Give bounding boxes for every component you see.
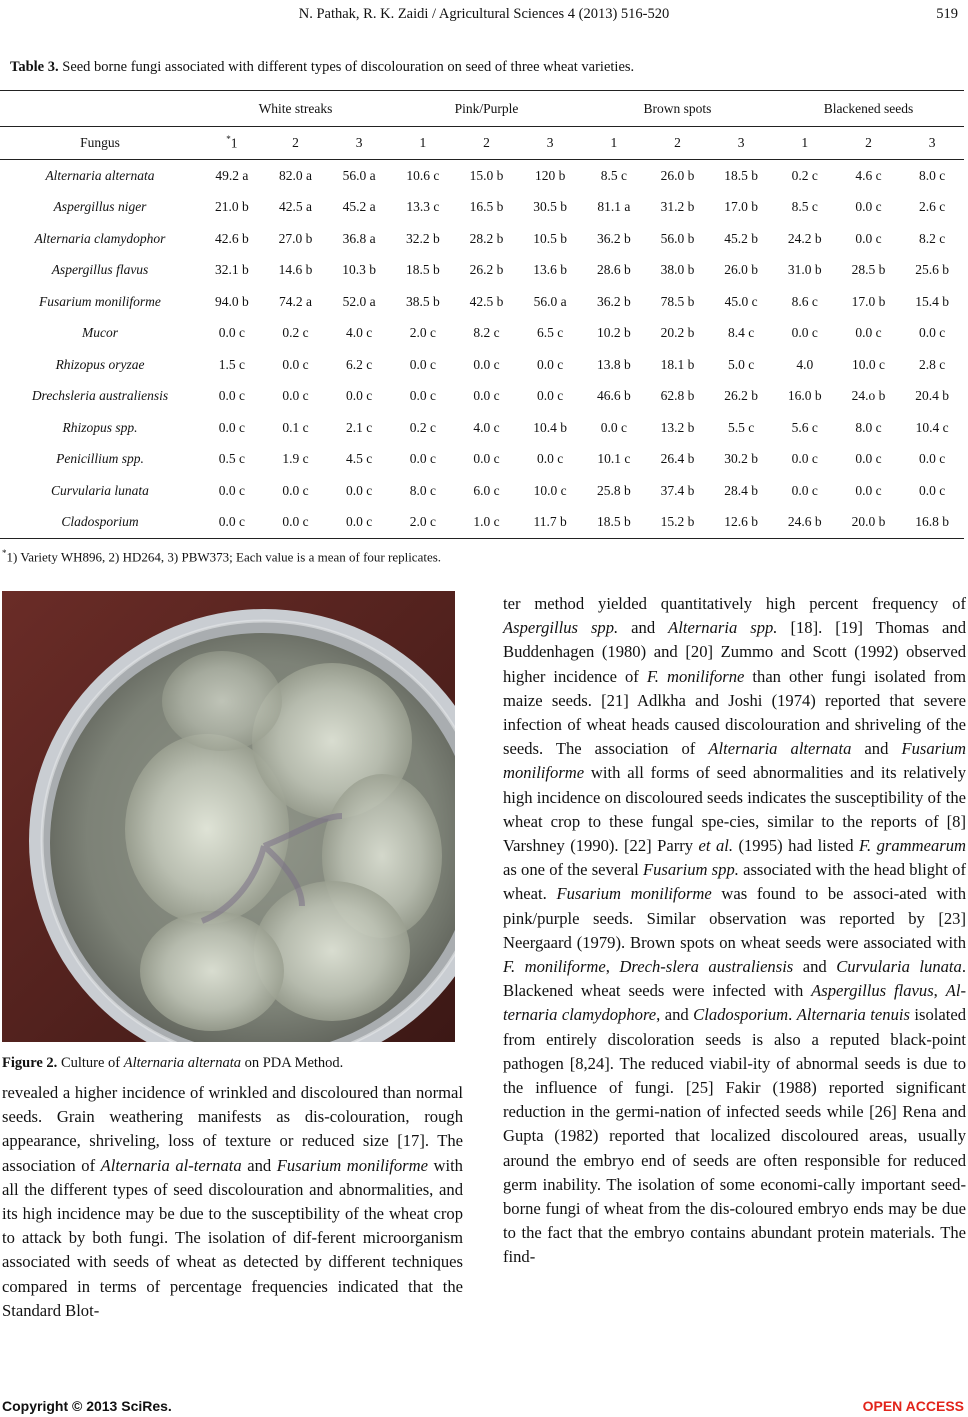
copyright-notice: Copyright © 2013 SciRes. <box>2 1398 172 1414</box>
footnote-marker: * <box>2 548 7 558</box>
table-value-cell: 0.0 c <box>537 451 564 467</box>
table-row <box>0 286 964 318</box>
table-variety-header: 3 <box>327 127 391 160</box>
fungus-name-cell: Rhizopus spp. <box>62 419 138 435</box>
table-value-cell: 28.4 b <box>724 482 758 498</box>
table-row <box>0 255 964 287</box>
table-row <box>0 160 964 192</box>
italic-term: et al. <box>698 836 734 856</box>
table-value-cell: 1.0 c <box>455 507 519 539</box>
text-segment: . Blackened wheat seeds were infected with <box>503 957 966 1001</box>
table-value-cell: 62.8 b <box>660 388 695 404</box>
table-value-cell: 5.5 c <box>728 419 755 435</box>
table-value-cell: 28.5 b <box>851 262 886 278</box>
table-row <box>0 318 964 350</box>
table-variety-header: 3 <box>900 127 964 160</box>
table-value-cell: 2.1 c <box>346 419 373 435</box>
table-value-cell: 0.0 c <box>282 356 309 372</box>
table-value-cell: 0.0 c <box>537 388 564 404</box>
table-value-cell: 0.0 c <box>218 388 245 404</box>
text-segment: with all the different types of seed discolouration and abnormalities, and its high incidence may be due to the susceptibility of the wheat crop to attack by both fungi. The isolation of dif-ferent microorganism associated with seeds of wheat as detected by different techniques compared in terms of percentage frequencies indicated that the Standard Blot- <box>2 1155 463 1320</box>
table-value-cell: 4.6 c <box>855 167 882 183</box>
fungus-name-cell: Rhizopus oryzae <box>55 356 145 372</box>
table-value-cell: 16.0 b <box>787 388 822 404</box>
table-row <box>0 192 964 224</box>
table-value-cell: 14.6 b <box>278 262 313 278</box>
table-value-cell: 0.2 c <box>409 419 436 435</box>
italic-term: F. moniliforne <box>646 666 745 686</box>
table-value-cell: 45.2 b <box>724 230 758 246</box>
table-value-cell: 0.0 c <box>473 451 500 467</box>
italic-term: Alternaria alternata <box>708 739 852 759</box>
table-value-cell: 20.0 b <box>837 507 901 539</box>
italic-term: Curvularia lunata <box>836 957 962 977</box>
table-value-cell: 10.2 b <box>596 325 631 341</box>
text-segment: , <box>605 957 620 977</box>
table-row <box>0 381 964 413</box>
table-value-cell: 27.0 b <box>278 230 313 246</box>
variety-number: 1 <box>230 135 238 151</box>
table-group-header: White streaks <box>200 91 391 127</box>
italic-term: Fusarium spp. <box>642 860 739 880</box>
table-value-cell: 42.6 b <box>214 230 249 246</box>
table-value-cell: 0.0 c <box>919 451 946 467</box>
table-value-cell: 45.2 a <box>342 199 376 215</box>
italic-term: Fusarium moniliforme <box>503 739 966 783</box>
table-value-cell: 28.6 b <box>596 262 631 278</box>
body-paragraph-right <box>503 592 966 1270</box>
fungus-name-cell: Cladosporium <box>0 507 200 539</box>
table-value-cell: 10.6 c <box>406 167 440 183</box>
table-value-cell: 13.6 b <box>533 262 568 278</box>
fungus-name-cell: Mucor <box>82 325 118 341</box>
figure-caption-species: Alternaria alternata <box>123 1055 241 1071</box>
table-value-cell: 8.0 c <box>409 482 436 498</box>
table-value-cell: 56.0 a <box>533 293 567 309</box>
table-value-cell: 15.0 b <box>469 167 504 183</box>
table-value-cell: 0.0 c <box>855 451 882 467</box>
table-value-cell: 13.3 c <box>406 199 440 215</box>
italic-term: F. grammearum <box>858 836 966 856</box>
table-value-cell: 4.0 c <box>473 419 500 435</box>
table-value-cell: 16.8 b <box>900 507 964 539</box>
table-body <box>0 160 964 539</box>
table-caption <box>10 59 634 76</box>
table-value-cell: 49.2 a <box>215 167 249 183</box>
text-segment: was found to be associ-ated with pink/purple seeds. Similar observation was reported by [23] Neergaard (1979). Brown spots on wheat seeds were associated with <box>503 884 967 952</box>
italic-term: Fusarium moniliforme <box>276 1155 428 1175</box>
table-value-cell: 8.6 c <box>791 293 818 309</box>
fungus-name-cell: Fusarium moniliforme <box>39 293 161 309</box>
page-number: 519 <box>936 6 958 22</box>
text-segment: and <box>793 957 837 977</box>
text-segment: and <box>618 618 669 638</box>
text-segment: than other fungi isolated from maize seeds. [21] Adlkha and Joshi (1974) reported that severe infection of wheat heads caused discolouration and shriveling of the seeds. The association of <box>503 666 966 759</box>
table-value-cell: 4.0 c <box>346 325 373 341</box>
table-value-cell: 0.0 c <box>346 482 373 498</box>
table-value-cell: 36.2 b <box>596 230 631 246</box>
table-value-cell: 30.2 b <box>724 451 758 467</box>
table-group-header-row <box>0 91 964 127</box>
text-segment: . <box>788 1005 797 1025</box>
text-segment: as one of the several <box>503 860 643 880</box>
table-variety-header: 2 <box>455 127 519 160</box>
fungus-name-cell: Alternaria alternata <box>45 167 155 183</box>
table-value-cell: 18.5 b <box>405 262 440 278</box>
table-row <box>0 412 964 444</box>
table-value-cell: 56.0 a <box>342 167 376 183</box>
table-value-cell: 36.2 b <box>596 293 631 309</box>
table-value-cell: 25.8 b <box>596 482 631 498</box>
table-value-cell: 0.0 c <box>282 388 309 404</box>
table-value-cell: 18.1 b <box>660 356 695 372</box>
table-value-cell: 10.0 c <box>851 356 885 372</box>
fungus-name-cell: Penicillium spp. <box>56 451 144 467</box>
table-variety-header: 3 <box>709 127 773 160</box>
table-value-cell: 32.2 b <box>405 230 440 246</box>
table-value-cell: 26.0 b <box>724 262 758 278</box>
table-value-cell: 0.0 c <box>919 482 946 498</box>
footnote-text: 1) Variety WH896, 2) HD264, 3) PBW373; Each value is a mean of four replicates. <box>6 549 442 565</box>
table-value-cell: 45.0 c <box>724 293 758 309</box>
table-value-cell: 0.0 c <box>473 388 500 404</box>
figure-caption-label: Figure 2. <box>2 1055 58 1071</box>
table-value-cell: 0.0 c <box>855 230 882 246</box>
table-group-header: Pink/Purple <box>391 91 582 127</box>
table-value-cell: 26.0 b <box>660 167 695 183</box>
table-value-cell: 0.0 c <box>264 507 328 539</box>
table-value-cell: 18.5 b <box>724 167 758 183</box>
table-value-cell: 8.5 c <box>791 199 818 215</box>
italic-term: Cladosporium <box>693 1005 789 1025</box>
table-value-cell: 8.4 c <box>728 325 755 341</box>
table-value-cell: 120 b <box>534 167 566 183</box>
table-value-cell: 0.0 c <box>218 482 245 498</box>
petri-dish-photo <box>2 591 455 1042</box>
table-variety-header: 1 <box>391 127 455 160</box>
table-value-cell: 32.1 b <box>214 262 249 278</box>
table-value-cell: 74.2 a <box>278 293 312 309</box>
table-variety-header: 2 <box>646 127 710 160</box>
table-value-cell: 10.1 c <box>597 451 631 467</box>
table-row <box>0 349 964 381</box>
table-value-cell: 10.4 b <box>533 419 568 435</box>
body-paragraph-left <box>2 1081 463 1323</box>
table-row <box>0 223 964 255</box>
table-value-cell: 0.0 c <box>282 482 309 498</box>
table-caption-text: Seed borne fungi associated with different types of discolouration on seed of three wheat varieties. <box>58 59 635 75</box>
table-value-cell: 37.4 b <box>660 482 695 498</box>
table-value-cell: 6.2 c <box>346 356 373 372</box>
table-value-cell: 42.5 a <box>278 199 312 215</box>
table-caption-label: Table 3. <box>10 59 59 75</box>
table-value-cell: 2.6 c <box>919 199 946 215</box>
table-value-cell: 78.5 b <box>660 293 695 309</box>
running-head: N. Pathak, R. K. Zaidi / Agricultural Sciences 4 (2013) 516-520 <box>298 6 670 22</box>
table-value-cell: 94.0 b <box>214 293 249 309</box>
table-value-cell: 82.0 a <box>278 167 312 183</box>
table-value-cell: 8.5 c <box>600 167 627 183</box>
table-value-cell: 28.2 b <box>469 230 504 246</box>
table-value-cell: 26.4 b <box>660 451 695 467</box>
table-value-cell: 46.6 b <box>596 388 631 404</box>
table-value-cell: 0.0 c <box>200 507 264 539</box>
table-group-header-empty <box>0 91 200 127</box>
table-value-cell: 0.1 c <box>282 419 309 435</box>
fungus-name-cell: Curvularia lunata <box>51 482 149 498</box>
table-value-cell: 0.0 c <box>218 325 245 341</box>
table-row <box>0 475 964 507</box>
italic-term: Aspergillus flavus <box>811 981 934 1001</box>
fungus-name-cell: Alternaria clamydophor <box>34 230 166 246</box>
table-value-cell: 0.0 c <box>855 199 882 215</box>
table-value-cell: 0.0 c <box>855 482 882 498</box>
table-value-cell: 6.0 c <box>473 482 500 498</box>
table-value-cell: 42.5 b <box>469 293 504 309</box>
table-value-cell: 8.2 c <box>919 230 946 246</box>
table-value-cell: 11.7 b <box>518 507 582 539</box>
table-value-cell: 0.0 c <box>919 325 946 341</box>
table-value-cell: 10.3 b <box>342 262 377 278</box>
italic-term: Al-ternaria clamydophore <box>503 981 966 1025</box>
table-value-cell: 18.5 b <box>582 507 646 539</box>
table-variety-header: 1 <box>773 127 837 160</box>
text-segment: ter method yielded quantitatively high percent frequency of <box>503 594 966 613</box>
italic-term: Alternaria spp. <box>668 618 778 638</box>
table-value-cell: 26.2 b <box>724 388 758 404</box>
table-value-cell: 13.2 b <box>660 419 695 435</box>
table-value-cell: 2.8 c <box>919 356 946 372</box>
table-row <box>0 444 964 476</box>
table-value-cell: 2.0 c <box>391 507 455 539</box>
table-value-cell: 8.0 c <box>919 167 946 183</box>
fungus-name-cell: Aspergillus niger <box>53 199 147 215</box>
table-value-cell: 12.6 b <box>709 507 773 539</box>
table-value-cell: 24.2 b <box>787 230 822 246</box>
variety-footnote-marker: * <box>226 134 231 145</box>
table-value-cell: 81.1 a <box>597 199 631 215</box>
table-group-header: Brown spots <box>582 91 773 127</box>
table-value-cell: 0.0 c <box>600 419 627 435</box>
text-segment: , and <box>656 1005 694 1025</box>
text-segment: [18]. [19] Thomas and Buddenhagen (1980) and [20] Zummo and Scott (1992) observed higher incidence of <box>503 618 966 686</box>
body-text-left-column <box>2 1081 463 1323</box>
fungus-name-cell: Drechsleria australiensis <box>31 388 169 404</box>
table-value-cell: 5.0 c <box>728 356 755 372</box>
table-value-cell: 24.6 b <box>773 507 837 539</box>
italic-term: Alternaria tenuis <box>796 1005 910 1025</box>
petri-dish-illustration <box>2 591 455 1042</box>
table-value-cell: 0.2 c <box>791 167 818 183</box>
figure-caption-post: on PDA Method. <box>240 1055 344 1071</box>
table-variety-header: 2 <box>264 127 328 160</box>
table-value-cell: 17.0 b <box>724 199 758 215</box>
table-variety-header <box>200 127 264 160</box>
table-value-cell: 52.0 a <box>342 293 376 309</box>
table-value-cell: 20.2 b <box>660 325 695 341</box>
table-value-cell: 0.5 c <box>218 451 245 467</box>
table-value-cell: 56.0 b <box>660 230 695 246</box>
figure-caption <box>2 1055 343 1072</box>
table-value-cell: 5.6 c <box>791 419 818 435</box>
table-value-cell: 10.0 c <box>533 482 567 498</box>
table-value-cell: 15.4 b <box>915 293 950 309</box>
table-value-cell: 1.9 c <box>282 451 309 467</box>
table-value-cell: 0.0 c <box>473 356 500 372</box>
italic-term: Drech-slera australiensis <box>619 957 794 977</box>
table-value-cell: 16.5 b <box>469 199 504 215</box>
text-segment: and <box>851 739 902 759</box>
table-value-cell: 4.0 <box>796 356 814 372</box>
table-value-cell: 26.2 b <box>469 262 504 278</box>
table-value-cell: 0.0 c <box>218 419 245 435</box>
table-value-cell: 21.0 b <box>214 199 249 215</box>
table-value-cell: 0.0 c <box>791 451 818 467</box>
table-value-cell: 30.5 b <box>533 199 568 215</box>
table-value-cell: 25.6 b <box>915 262 950 278</box>
table-value-cell: 2.0 c <box>409 325 436 341</box>
table-value-cell: 13.8 b <box>596 356 631 372</box>
table-value-cell: 38.0 b <box>660 262 695 278</box>
fungus-name-cell: Aspergillus flavus <box>51 262 149 278</box>
table-group-header: Blackened seeds <box>773 91 964 127</box>
text-segment: and <box>241 1155 277 1175</box>
table-fungus-header: Fungus <box>0 127 200 160</box>
text-segment: with all forms of seed abnormalities and its relatively high incidence on discoloured seeds indicates the susceptibility of the wheat crop to these fungal spe-cies, similar to the reports of [8] Varshney (1990). [22] Parry <box>503 763 966 856</box>
table-value-cell: 0.0 c <box>537 356 564 372</box>
table-value-cell: 31.0 b <box>787 262 822 278</box>
italic-term: Aspergillus spp. <box>503 618 619 638</box>
table-subheader-row <box>0 127 964 160</box>
table-value-cell: 38.5 b <box>405 293 440 309</box>
text-segment: revealed a higher incidence of wrinkled and discoloured than normal seeds. Grain weathering manifests as dis-colouration, rough appearance, shriveling, loss of texture or reduced size [17]. The association of <box>2 1083 463 1175</box>
table-value-cell: 10.5 b <box>533 230 568 246</box>
table-variety-header: 1 <box>582 127 646 160</box>
table-value-cell: 0.0 c <box>791 482 818 498</box>
table-value-cell: 20.4 b <box>915 388 950 404</box>
table-value-cell: 0.0 c <box>346 388 373 404</box>
table-value-cell: 0.0 c <box>409 356 436 372</box>
italic-term: F. moniliforme <box>503 957 606 977</box>
table-row <box>0 507 964 539</box>
text-segment: associated with the head blight of wheat. <box>503 860 966 904</box>
table-value-cell: 8.2 c <box>473 325 500 341</box>
table-value-cell: 0.0 c <box>791 325 818 341</box>
table-value-cell: 36.8 a <box>342 230 376 246</box>
fungi-table <box>0 90 964 539</box>
body-text-right-column <box>503 592 966 1270</box>
table-value-cell: 17.0 b <box>851 293 886 309</box>
text-segment: (1995) had listed <box>733 836 859 856</box>
table-value-cell: 10.4 c <box>915 419 949 435</box>
table-value-cell: 0.2 c <box>282 325 309 341</box>
table-value-cell: 0.0 c <box>327 507 391 539</box>
open-access-label: OPEN ACCESS <box>862 1398 964 1414</box>
table-value-cell: 24.o b <box>851 388 886 404</box>
table-value-cell: 4.5 c <box>346 451 373 467</box>
table-value-cell: 31.2 b <box>660 199 695 215</box>
table-footnote <box>2 548 441 565</box>
table-value-cell: 0.0 c <box>409 388 436 404</box>
table-value-cell: 15.2 b <box>646 507 710 539</box>
text-segment: , <box>933 981 946 1001</box>
table-value-cell: 0.0 c <box>855 325 882 341</box>
italic-term: Alternaria al-ternata <box>100 1155 242 1175</box>
italic-term: Fusarium moniliforme <box>556 884 712 904</box>
figure-caption-pre: Culture of <box>57 1055 124 1071</box>
table-value-cell: 8.0 c <box>855 419 882 435</box>
table-variety-header: 3 <box>518 127 582 160</box>
table-value-cell: 0.0 c <box>409 451 436 467</box>
table-variety-header: 2 <box>837 127 901 160</box>
text-segment: isolated from entirely discoloration seeds is also a reputed black-point pathogen [8,24]. The reduced viabil-ity of abnormal seeds is due to the influence of fungi. [25] Fakir (1988) reported significant reduction in the germi-nation of infected seeds while [26] Rena and Gupta (1982) reported that localized discoloured areas, usually around the embryo end of seeds are often responsible for reduced germ inability. The isolation of some economi-cally important seed-borne fungi of wheat from the dis-coloured embryo ends may be due to the fact that the embryo contains abundant protein materials. The find- <box>503 1005 966 1267</box>
table-value-cell: 6.5 c <box>537 325 564 341</box>
table-value-cell: 1.5 c <box>218 356 245 372</box>
